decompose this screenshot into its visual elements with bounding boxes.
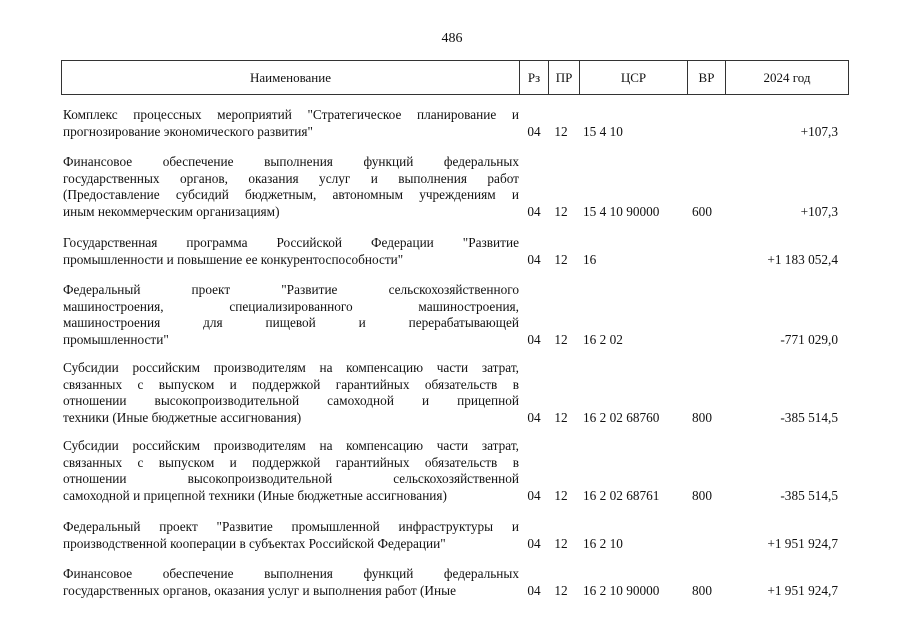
row-value: +1 951 924,7	[767, 535, 838, 551]
row-value: +107,3	[800, 123, 838, 139]
row-name-line: иным некоммерческим организациям)	[63, 203, 280, 219]
row-name	[63, 282, 519, 348]
row-name-line: (Предоставление субсидий бюджетным, автономным учреждениям и	[63, 187, 519, 203]
row-name-line: государственных органов, оказания услуг и выполнения работ (Иные	[63, 582, 456, 598]
table-row	[61, 235, 849, 268]
header-pr: ПР	[548, 61, 579, 94]
table-header	[61, 60, 849, 95]
row-csr: 15 4 10 90000	[583, 203, 660, 219]
row-pr: 12	[554, 123, 568, 139]
row-name	[63, 235, 519, 268]
table-row	[61, 107, 849, 140]
row-csr: 16 2 02 68761	[583, 487, 660, 503]
row-name-line: отношении высокопроизводительной сельскохозяйственной	[63, 471, 519, 487]
row-name-line: Финансовое обеспечение выполнения функций федеральных	[63, 154, 519, 169]
row-name-line: самоходной и прицепной техники (Иные бюджетные ассигнования)	[63, 487, 447, 503]
row-name-line: Субсидии российским производителям на компенсацию части затрат,	[63, 438, 519, 453]
row-vr: 600	[692, 203, 712, 219]
row-name-line: промышленности и повышение ее конкурентоспособности"	[63, 251, 404, 267]
row-name	[63, 438, 519, 504]
row-name-line: Комплекс процессных мероприятий "Стратегическое планирование и	[63, 107, 519, 122]
row-pr: 12	[554, 203, 568, 219]
row-value: +107,3	[800, 203, 838, 219]
row-name-line: машиностроения для пищевой и перерабатывающей	[63, 315, 519, 331]
row-name-line: связанных с выпуском и поддержкой гарантийных обязательств в	[63, 376, 519, 392]
row-name-line: государственных органов, оказания услуг и выполнения работ	[63, 170, 519, 186]
row-csr: 16 2 02 68760	[583, 409, 660, 425]
row-rz: 04	[527, 487, 541, 503]
row-name-line: отношении высокопроизводительной самоходной и прицепной	[63, 393, 519, 409]
row-csr: 16 2 02	[583, 331, 623, 347]
table-row	[61, 566, 849, 599]
row-value: -771 029,0	[780, 331, 838, 347]
row-name-line: Государственная программа Российской Федерации "Развитие	[63, 235, 519, 250]
row-rz: 04	[527, 203, 541, 219]
table-row	[61, 438, 849, 504]
row-pr: 12	[554, 409, 568, 425]
row-name-line: производственной кооперации в субъектах Российской Федерации"	[63, 535, 446, 551]
row-rz: 04	[527, 582, 541, 598]
row-name	[63, 154, 519, 220]
row-csr: 16 2 10	[583, 535, 623, 551]
row-name	[63, 519, 519, 552]
table-row	[61, 519, 849, 552]
table-row	[61, 154, 849, 220]
row-name	[63, 107, 519, 140]
header-rz: Рз	[519, 61, 548, 94]
row-name-line: техники (Иные бюджетные ассигнования)	[63, 409, 302, 425]
row-name-line: Финансовое обеспечение выполнения функций федеральных	[63, 566, 519, 581]
header-vr: ВР	[687, 61, 725, 94]
row-rz: 04	[527, 535, 541, 551]
row-value: +1 183 052,4	[767, 251, 838, 267]
row-pr: 12	[554, 535, 568, 551]
table-row	[61, 360, 849, 426]
row-name-line: промышленности"	[63, 331, 169, 347]
row-rz: 04	[527, 251, 541, 267]
row-csr: 15 4 10	[583, 123, 623, 139]
row-name-line: Федеральный проект "Развитие сельскохозяйственного	[63, 282, 519, 297]
row-value: -385 514,5	[780, 409, 838, 425]
row-rz: 04	[527, 331, 541, 347]
row-name-line: Субсидии российским производителям на компенсацию части затрат,	[63, 360, 519, 375]
row-value: -385 514,5	[780, 487, 838, 503]
row-pr: 12	[554, 487, 568, 503]
row-name	[63, 360, 519, 426]
header-name: Наименование	[250, 70, 331, 85]
row-name-line: машиностроения, специализированного машиностроения,	[63, 298, 519, 314]
row-csr: 16 2 10 90000	[583, 582, 660, 598]
row-vr: 800	[692, 409, 712, 425]
row-vr: 800	[692, 487, 712, 503]
header-csr: ЦСР	[579, 61, 687, 94]
row-name-line: связанных с выпуском и поддержкой гарантийных обязательств в	[63, 454, 519, 470]
header-year: 2024 год	[725, 61, 848, 94]
row-csr: 16	[583, 251, 597, 267]
row-vr: 800	[692, 582, 712, 598]
row-pr: 12	[554, 251, 568, 267]
row-pr: 12	[554, 582, 568, 598]
page-number: 486	[441, 31, 463, 46]
row-name-line: Федеральный проект "Развитие промышленной инфраструктуры и	[63, 519, 519, 534]
row-value: +1 951 924,7	[767, 582, 838, 598]
row-rz: 04	[527, 123, 541, 139]
row-name	[63, 566, 519, 599]
row-rz: 04	[527, 409, 541, 425]
table-row	[61, 282, 849, 348]
row-name-line: прогнозирование экономического развития"	[63, 123, 313, 139]
row-pr: 12	[554, 331, 568, 347]
